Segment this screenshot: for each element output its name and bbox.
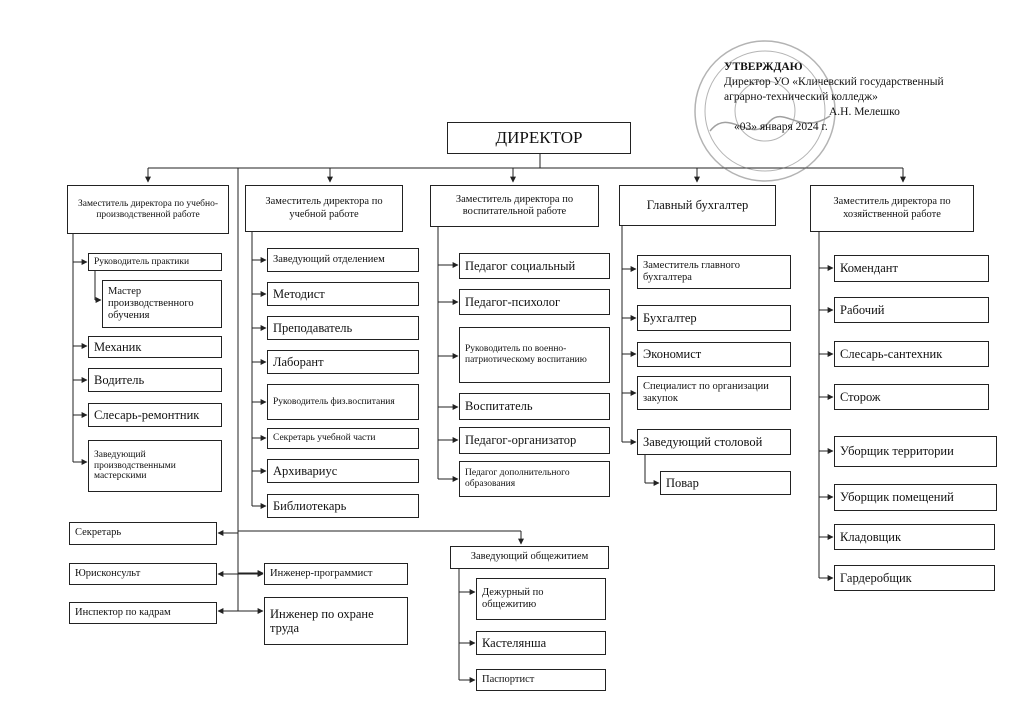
safety-engineer-label: Инженер по охране труда bbox=[270, 606, 374, 635]
col2-item bbox=[267, 282, 419, 306]
approval-line-1: Директор УО «Кличевский государственный bbox=[724, 76, 944, 88]
col3-item bbox=[459, 427, 610, 454]
col4-item-label: Заведующий столовой bbox=[643, 434, 763, 449]
col2-item-label: Методист bbox=[273, 286, 325, 301]
dorm-item-label: Кастелянша bbox=[482, 635, 547, 650]
col1-head-label: Заместитель директора по учебно-производственной работе bbox=[78, 198, 218, 220]
col1-item-label: Мастер производственного обучения bbox=[108, 285, 194, 322]
col1-item-label: Механик bbox=[94, 339, 142, 354]
col3-item bbox=[459, 253, 610, 279]
col4-item bbox=[637, 305, 791, 331]
approval-block bbox=[724, 60, 1014, 135]
lawyer-box bbox=[69, 563, 217, 585]
col1-item bbox=[88, 440, 222, 492]
col3-item bbox=[459, 393, 610, 420]
col2-item bbox=[267, 316, 419, 340]
col5-item bbox=[834, 255, 989, 282]
col2-item bbox=[267, 459, 419, 483]
col2-item bbox=[267, 428, 419, 449]
col4-item bbox=[637, 429, 791, 455]
col4-item bbox=[660, 471, 791, 495]
dorm-item bbox=[476, 669, 606, 691]
col5-item bbox=[834, 297, 989, 323]
col3-item-label: Педагог-психолог bbox=[465, 294, 561, 309]
secretary-label: Секретарь bbox=[75, 527, 122, 539]
approval-title: УТВЕРЖДАЮ bbox=[724, 61, 803, 73]
col2-item bbox=[267, 248, 419, 272]
hr-label: Инспектор по кадрам bbox=[75, 606, 171, 618]
col4-item bbox=[637, 376, 791, 410]
lawyer-label: Юрисконсульт bbox=[75, 567, 141, 579]
col3-head-label: Заместитель директора по воспитательной работе bbox=[455, 193, 574, 217]
director-label: ДИРЕКТОР bbox=[495, 128, 583, 148]
col3-item bbox=[459, 327, 610, 383]
col5-item-label: Слесарь-сантехник bbox=[840, 346, 943, 361]
col4-item-label: Заместитель главного бухгалтера bbox=[643, 259, 741, 283]
col5-item-label: Рабочий bbox=[840, 302, 885, 317]
col5-item-label: Уборщик территории bbox=[840, 444, 954, 459]
approval-line-4: «03» января 2024 г. bbox=[734, 121, 828, 133]
col4-item bbox=[637, 255, 791, 289]
col3-item bbox=[459, 289, 610, 315]
programmer-box bbox=[264, 563, 408, 585]
col1-item bbox=[88, 336, 222, 358]
col2-head-label: Заместитель директора по учебной работе bbox=[265, 196, 383, 220]
col4-item-label: Специалист по организации закупок bbox=[643, 380, 769, 404]
col1-item-label: Руководитель практики bbox=[94, 256, 190, 267]
col4-item bbox=[637, 342, 791, 367]
col3-item-label: Педагог дополнительного образования bbox=[465, 468, 570, 489]
col5-item-label: Сторож bbox=[840, 389, 881, 404]
dorm-item-label: Дежурный по общежитию bbox=[482, 586, 544, 610]
col5-item-label: Уборщик помещений bbox=[840, 490, 954, 505]
col2-item bbox=[267, 350, 419, 374]
col5-item bbox=[834, 436, 997, 467]
col1-item bbox=[88, 368, 222, 392]
hr-box bbox=[69, 602, 217, 624]
col1-item-label: Заведующий производственными мастерскими bbox=[94, 449, 176, 482]
dorm-item bbox=[476, 631, 606, 655]
col5-item-label: Комендант bbox=[840, 261, 898, 276]
col5-item bbox=[834, 524, 995, 550]
col1-item-label: Слесарь-ремонтник bbox=[94, 407, 200, 422]
col2-item-label: Заведующий отделением bbox=[273, 253, 385, 265]
col2-item-label: Руководитель физ.воспитания bbox=[273, 396, 395, 407]
col5-item-label: Гардеробщик bbox=[840, 570, 912, 585]
secretary-box bbox=[69, 522, 217, 545]
col1-item bbox=[88, 253, 222, 271]
col3-item-label: Педагог социальный bbox=[465, 258, 576, 273]
col2-item bbox=[267, 494, 419, 518]
col2-item bbox=[267, 384, 419, 420]
dorm-item bbox=[476, 578, 606, 620]
col2-head bbox=[245, 185, 403, 232]
col1-item bbox=[88, 403, 222, 427]
col1-item-label: Водитель bbox=[94, 372, 145, 387]
col4-head-label: Главный бухгалтер bbox=[646, 198, 749, 213]
dorm-item-label: Паспортист bbox=[482, 673, 535, 685]
col5-head-label: Заместитель директора по хозяйственной работе bbox=[833, 196, 951, 220]
col2-item-label: Лаборант bbox=[273, 354, 324, 369]
col5-head bbox=[810, 185, 974, 232]
director-box bbox=[447, 122, 631, 154]
col5-item bbox=[834, 565, 995, 591]
dorm-head-box bbox=[450, 546, 609, 569]
col4-head bbox=[619, 185, 776, 226]
col1-item bbox=[102, 280, 222, 328]
dorm-head-label: Заведующий общежитием bbox=[470, 551, 589, 563]
col3-item-label: Воспитатель bbox=[465, 399, 533, 414]
approval-line-2: аграрно-технический колледж» bbox=[724, 91, 878, 103]
col4-item-label: Повар bbox=[666, 475, 699, 490]
col2-item-label: Архивариус bbox=[273, 463, 338, 478]
safety-engineer-box bbox=[264, 597, 408, 645]
col3-item-label: Руководитель по военно-патриотическому воспитанию bbox=[465, 344, 587, 365]
col5-item bbox=[834, 341, 989, 367]
col5-item bbox=[834, 484, 997, 511]
approval-line-3: А.Н. Мелешко bbox=[829, 106, 900, 118]
col2-item-label: Библиотекарь bbox=[273, 498, 347, 513]
programmer-label: Инженер-программист bbox=[270, 567, 373, 579]
col4-item-label: Бухгалтер bbox=[643, 310, 697, 325]
col5-item bbox=[834, 384, 989, 410]
col5-item-label: Кладовщик bbox=[840, 529, 902, 544]
col4-item-label: Экономист bbox=[643, 347, 702, 362]
col3-item bbox=[459, 461, 610, 497]
col2-item-label: Секретарь учебной части bbox=[273, 433, 376, 444]
col3-item-label: Педагог-организатор bbox=[465, 433, 577, 448]
col3-head bbox=[430, 185, 599, 227]
col2-item-label: Преподаватель bbox=[273, 320, 353, 335]
col1-head bbox=[67, 185, 229, 234]
